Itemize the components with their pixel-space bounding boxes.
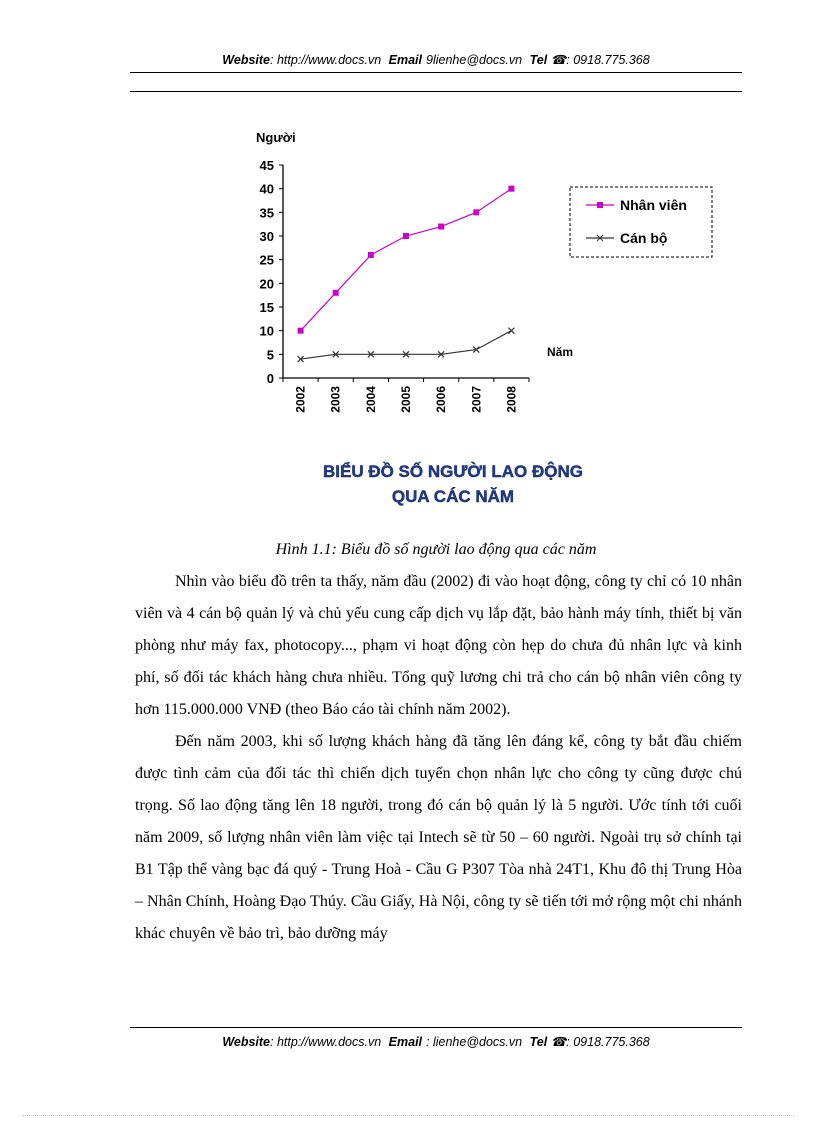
telephone-icon: ☎	[550, 1035, 567, 1049]
x-tick-label: 2003	[328, 386, 343, 413]
header-rule-secondary	[130, 91, 742, 92]
legend-label: Cán bộ	[620, 230, 668, 246]
chart-axes	[283, 165, 529, 378]
data-point	[368, 252, 374, 258]
legend-label: Nhân viên	[620, 197, 687, 213]
y-tick-label: 45	[259, 158, 274, 173]
data-point	[298, 328, 304, 334]
chart-x-ticks	[283, 378, 529, 413]
footer-website-url[interactable]: : http://www.docs.vn	[270, 1035, 382, 1049]
y-tick-label: 0	[266, 371, 274, 386]
y-tick-label: 35	[259, 205, 274, 221]
chart-y-ticks	[260, 158, 283, 386]
x-tick-label: 2005	[399, 386, 413, 413]
page-header	[130, 52, 742, 67]
series-line-0	[301, 189, 512, 331]
y-tick-label: 5	[266, 347, 274, 363]
header-email-label: Email	[388, 53, 423, 67]
chart-legend	[570, 187, 712, 257]
y-tick-label: 40	[259, 181, 274, 197]
footer-email-value[interactable]: : lienhe@docs.vn	[426, 1035, 523, 1049]
footer-website-label: Website	[222, 1035, 271, 1049]
footer-rule	[130, 1027, 742, 1028]
chart-title-line-1: BIỂU ĐỒ SỐ NGƯỜI LAO ĐỘNG	[322, 462, 584, 481]
telephone-icon: ☎	[550, 53, 567, 67]
data-point	[403, 233, 409, 239]
x-tick-label: 2008	[504, 386, 519, 413]
x-tick-label: 2007	[469, 386, 484, 413]
footer-email-label: Email	[388, 1035, 423, 1049]
y-tick-label: 20	[259, 276, 274, 292]
footer-tel-value: : 0918.775.368	[566, 1035, 650, 1049]
footer-tel-label: Tel	[529, 1035, 548, 1049]
header-rule	[130, 72, 742, 73]
x-tick-label: 2002	[293, 386, 308, 413]
figure-caption: Hình 1.1: Biểu đồ số người lao động qua các năm	[275, 541, 597, 558]
header-tel-label: Tel	[529, 53, 548, 67]
y-tick-label: 30	[259, 229, 274, 244]
page-footer	[130, 1034, 742, 1049]
chart-title-line-2: QUA CÁC NĂM	[391, 487, 515, 506]
x-tick-label: 2004	[363, 386, 378, 413]
page-edge	[22, 1115, 794, 1116]
data-point	[333, 290, 339, 296]
data-point	[473, 209, 479, 215]
y-tick-label: 10	[259, 323, 274, 339]
paragraph: Đến năm 2003, khi số lượng khách hàng đã tăng lên đáng kể, công ty bắt đầu chiếm được tình cảm của đối tác thì chiến dịch tuyển chọn nhân lực cho công ty cũng được chú trọng. Số lao động tăng lên 18 người, trong đó cán bộ quản lý là 5 người. Ước tính tới cuối năm 2009, số lượng nhân viên làm việc tại Intech sẽ từ 50 – 60 người. Ngoài trụ sở chính tại B1 Tập thể vàng bạc đá quý - Trung Hoà - Cầu G P307 Tòa nhà 24T1, Khu đô thị Trung Hòa – Nhân Chính, Hoàng Đạo Thúy. Cầu Giấy, Hà Nội, công ty sẽ tiến tới mở rộng một chi nhánh khác chuyên về bảo trì, bảo dưỡng máy	[135, 733, 742, 942]
y-tick-label: 25	[259, 252, 274, 268]
body-text	[135, 566, 742, 950]
header-tel-value: : 0918.775.368	[566, 53, 650, 67]
chart-x-axis-label: Năm	[547, 345, 574, 359]
legend-marker	[597, 202, 603, 208]
paragraph: Nhìn vào biểu đồ trên ta thấy, năm đầu (2002) đi vào hoạt động, công ty chỉ có 10 nhân viên và 4 cán bộ quản lý và chủ yếu cung cấp dịch vụ lắp đặt, bảo hành máy tính, thiết bị văn phòng như máy fax, photocopy..., phạm vi hoạt động còn hẹp do chưa đủ nhân lực và kinh phí, số đối tác khách hàng chưa nhiều. Tổng quỹ lương chi trả cho cán bộ nhân viên công ty hơn 115.000.000 VNĐ (theo Báo cáo tài chính năm 2002).	[135, 573, 742, 718]
header-email-value[interactable]: 9lienhe@docs.vn	[426, 53, 523, 67]
labor-chart	[245, 125, 725, 525]
data-point	[438, 224, 444, 230]
header-website-label: Website	[222, 53, 270, 67]
y-tick-label: 15	[259, 300, 274, 315]
data-point	[508, 328, 514, 334]
chart-y-axis-label: Người	[256, 130, 296, 145]
data-point	[508, 186, 514, 192]
chart-series	[298, 186, 515, 362]
x-tick-label: 2006	[434, 386, 449, 413]
header-website-url[interactable]: : http://www.docs.vn	[270, 53, 382, 67]
